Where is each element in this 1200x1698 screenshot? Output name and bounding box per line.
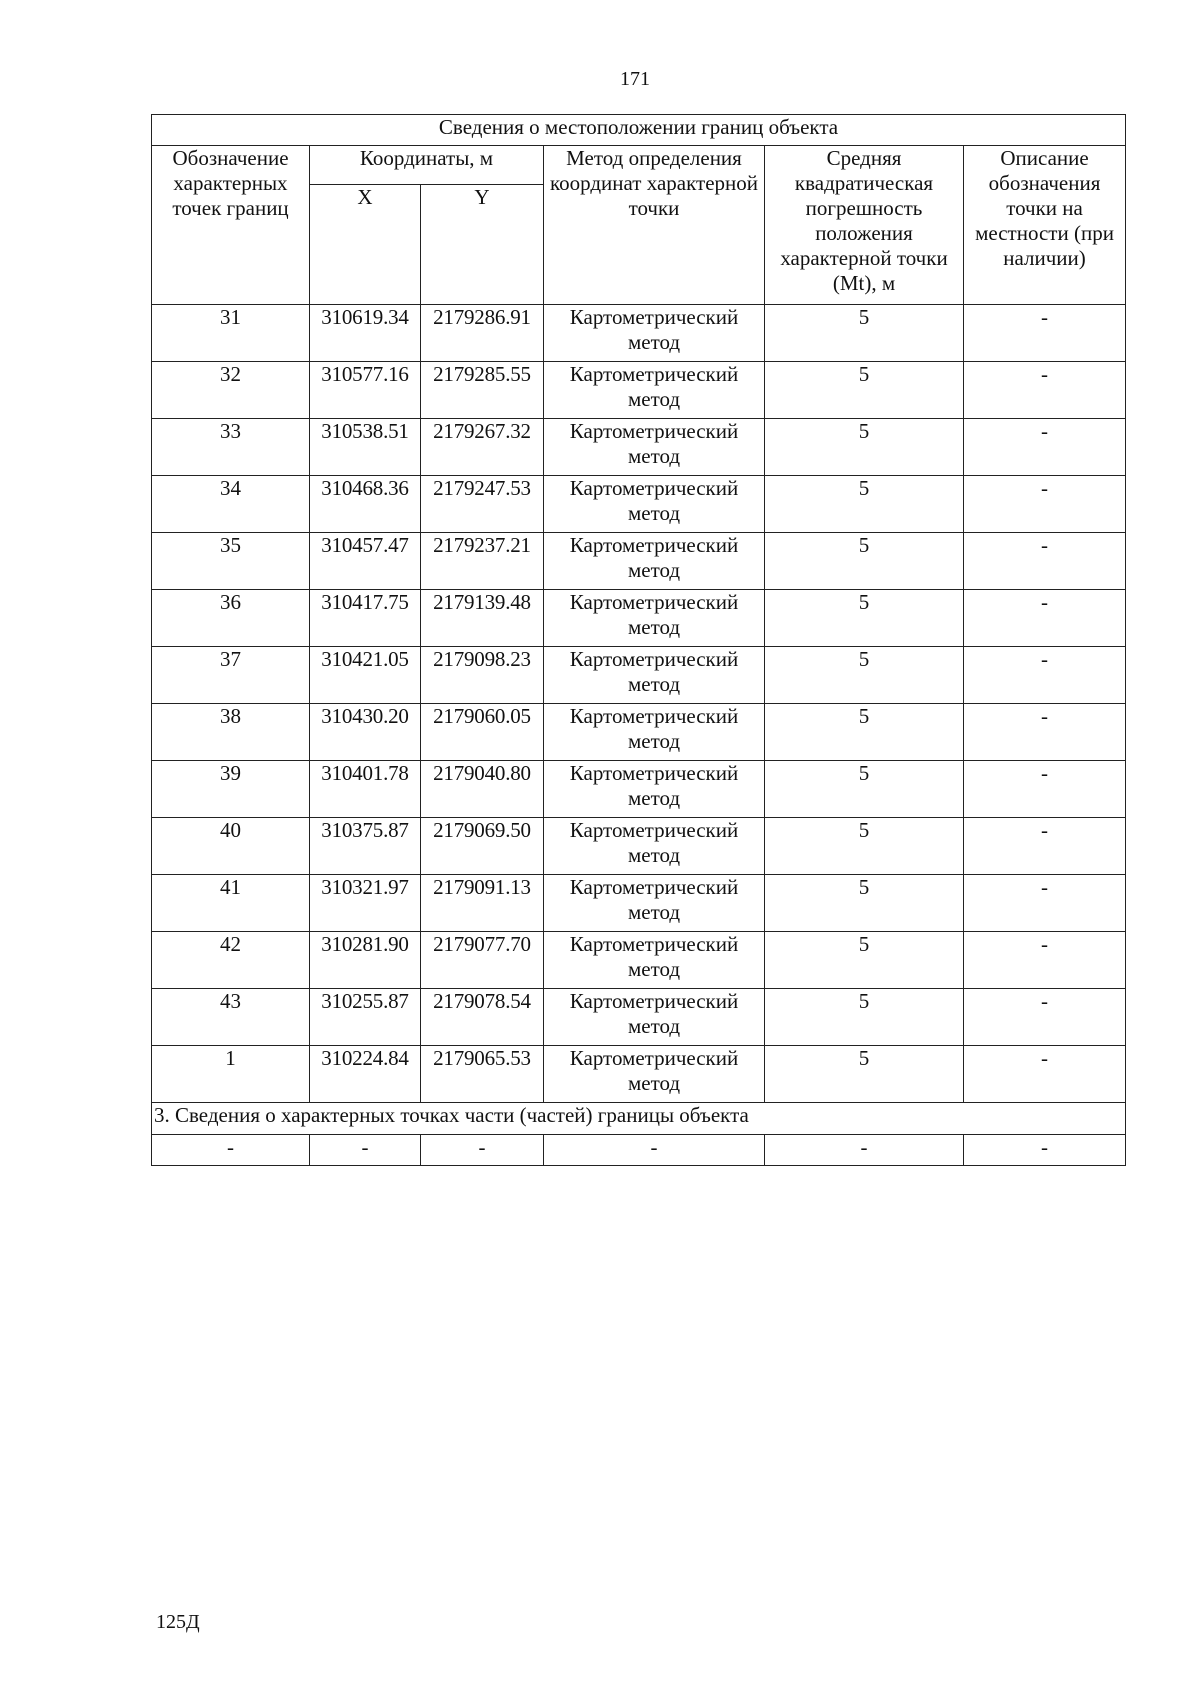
- table-title-row: [152, 115, 1126, 146]
- method-cell: Картометрический метод: [544, 476, 765, 533]
- x-coordinate-cell: 310538.51: [310, 419, 421, 476]
- description-cell: -: [964, 704, 1126, 761]
- x-coordinate-cell: 310281.90: [310, 932, 421, 989]
- x-coordinate-cell: 310421.05: [310, 647, 421, 704]
- y-coordinate-cell: 2179069.50: [421, 818, 544, 875]
- y-coordinate-cell: 2179098.23: [421, 647, 544, 704]
- table-row: [152, 989, 1126, 1046]
- description-cell: -: [964, 1046, 1126, 1103]
- error-cell: 5: [765, 761, 964, 818]
- point-cell: 43: [152, 989, 310, 1046]
- x-coordinate-cell: 310224.84: [310, 1046, 421, 1103]
- error-cell: 5: [765, 1046, 964, 1103]
- error-cell: 5: [765, 533, 964, 590]
- description-cell: -: [964, 818, 1126, 875]
- header-y: Y: [421, 185, 544, 305]
- method-cell: Картометрический метод: [544, 419, 765, 476]
- error-cell: 5: [765, 647, 964, 704]
- error-cell: 5: [765, 818, 964, 875]
- x-coordinate-cell: 310457.47: [310, 533, 421, 590]
- table-title: Сведения о местоположении границ объекта: [152, 115, 1126, 146]
- y-coordinate-cell: 2179077.70: [421, 932, 544, 989]
- empty-value-cell: -: [421, 1135, 544, 1166]
- table-row: [152, 1046, 1126, 1103]
- description-cell: -: [964, 362, 1126, 419]
- section-row: [152, 1103, 1126, 1135]
- point-cell: 36: [152, 590, 310, 647]
- x-coordinate-cell: 310577.16: [310, 362, 421, 419]
- empty-value-cell: -: [544, 1135, 765, 1166]
- error-cell: 5: [765, 305, 964, 362]
- method-cell: Картометрический метод: [544, 818, 765, 875]
- method-cell: Картометрический метод: [544, 761, 765, 818]
- point-cell: 35: [152, 533, 310, 590]
- method-cell: Картометрический метод: [544, 932, 765, 989]
- error-cell: 5: [765, 476, 964, 533]
- description-cell: -: [964, 875, 1126, 932]
- empty-value-cell: -: [964, 1135, 1126, 1166]
- x-coordinate-cell: 310255.87: [310, 989, 421, 1046]
- error-cell: 5: [765, 704, 964, 761]
- description-cell: -: [964, 533, 1126, 590]
- x-coordinate-cell: 310321.97: [310, 875, 421, 932]
- point-cell: 31: [152, 305, 310, 362]
- y-coordinate-cell: 2179237.21: [421, 533, 544, 590]
- method-cell: Картометрический метод: [544, 362, 765, 419]
- error-cell: 5: [765, 362, 964, 419]
- point-cell: 34: [152, 476, 310, 533]
- empty-value-cell: -: [765, 1135, 964, 1166]
- point-cell: 1: [152, 1046, 310, 1103]
- method-cell: Картометрический метод: [544, 305, 765, 362]
- method-cell: Картометрический метод: [544, 647, 765, 704]
- table-row: [152, 419, 1126, 476]
- header-error: Средняя квадратическая погрешность положения характерной точки (Mt), м: [765, 146, 964, 305]
- header-description: Описание обозначения точки на местности (при наличии): [964, 146, 1126, 305]
- error-cell: 5: [765, 875, 964, 932]
- y-coordinate-cell: 2179040.80: [421, 761, 544, 818]
- table-row: [152, 533, 1126, 590]
- point-cell: 37: [152, 647, 310, 704]
- method-cell: Картометрический метод: [544, 704, 765, 761]
- section-title: 3. Сведения о характерных точках части (частей) границы объекта: [152, 1103, 1126, 1135]
- description-cell: -: [964, 419, 1126, 476]
- table-row: [152, 362, 1126, 419]
- header-method: Метод определения координат характерной точки: [544, 146, 765, 305]
- error-cell: 5: [765, 932, 964, 989]
- point-cell: 40: [152, 818, 310, 875]
- header-coordinates: Координаты, м: [310, 146, 544, 185]
- page-number: 171: [620, 68, 650, 90]
- x-coordinate-cell: 310375.87: [310, 818, 421, 875]
- point-cell: 38: [152, 704, 310, 761]
- error-cell: 5: [765, 590, 964, 647]
- error-cell: 5: [765, 989, 964, 1046]
- x-coordinate-cell: 310430.20: [310, 704, 421, 761]
- point-cell: 42: [152, 932, 310, 989]
- description-cell: -: [964, 647, 1126, 704]
- header-row-1: [152, 146, 1126, 185]
- empty-value-cell: -: [152, 1135, 310, 1166]
- description-cell: -: [964, 932, 1126, 989]
- y-coordinate-cell: 2179139.48: [421, 590, 544, 647]
- x-coordinate-cell: 310417.75: [310, 590, 421, 647]
- table-row: [152, 875, 1126, 932]
- method-cell: Картометрический метод: [544, 590, 765, 647]
- table-row: [152, 647, 1126, 704]
- table-row: [152, 476, 1126, 533]
- boundary-coordinates-table: [151, 114, 1126, 1166]
- point-cell: 41: [152, 875, 310, 932]
- point-cell: 32: [152, 362, 310, 419]
- table-row: [152, 932, 1126, 989]
- empty-value-cell: -: [310, 1135, 421, 1166]
- method-cell: Картометрический метод: [544, 533, 765, 590]
- description-cell: -: [964, 761, 1126, 818]
- y-coordinate-cell: 2179286.91: [421, 305, 544, 362]
- table-row: [152, 305, 1126, 362]
- y-coordinate-cell: 2179060.05: [421, 704, 544, 761]
- method-cell: Картометрический метод: [544, 989, 765, 1046]
- point-cell: 33: [152, 419, 310, 476]
- description-cell: -: [964, 476, 1126, 533]
- description-cell: -: [964, 989, 1126, 1046]
- method-cell: Картометрический метод: [544, 1046, 765, 1103]
- description-cell: -: [964, 590, 1126, 647]
- error-cell: 5: [765, 419, 964, 476]
- empty-values-row: [152, 1135, 1126, 1166]
- table-row: [152, 704, 1126, 761]
- description-cell: -: [964, 305, 1126, 362]
- table-row: [152, 590, 1126, 647]
- y-coordinate-cell: 2179267.32: [421, 419, 544, 476]
- x-coordinate-cell: 310468.36: [310, 476, 421, 533]
- table-row: [152, 818, 1126, 875]
- x-coordinate-cell: 310619.34: [310, 305, 421, 362]
- document-code: 125Д: [156, 1611, 200, 1633]
- y-coordinate-cell: 2179091.13: [421, 875, 544, 932]
- y-coordinate-cell: 2179247.53: [421, 476, 544, 533]
- method-cell: Картометрический метод: [544, 875, 765, 932]
- y-coordinate-cell: 2179078.54: [421, 989, 544, 1046]
- y-coordinate-cell: 2179065.53: [421, 1046, 544, 1103]
- point-cell: 39: [152, 761, 310, 818]
- header-point: Обозначение характерных точек границ: [152, 146, 310, 305]
- header-x: X: [310, 185, 421, 305]
- table-row: [152, 761, 1126, 818]
- x-coordinate-cell: 310401.78: [310, 761, 421, 818]
- y-coordinate-cell: 2179285.55: [421, 362, 544, 419]
